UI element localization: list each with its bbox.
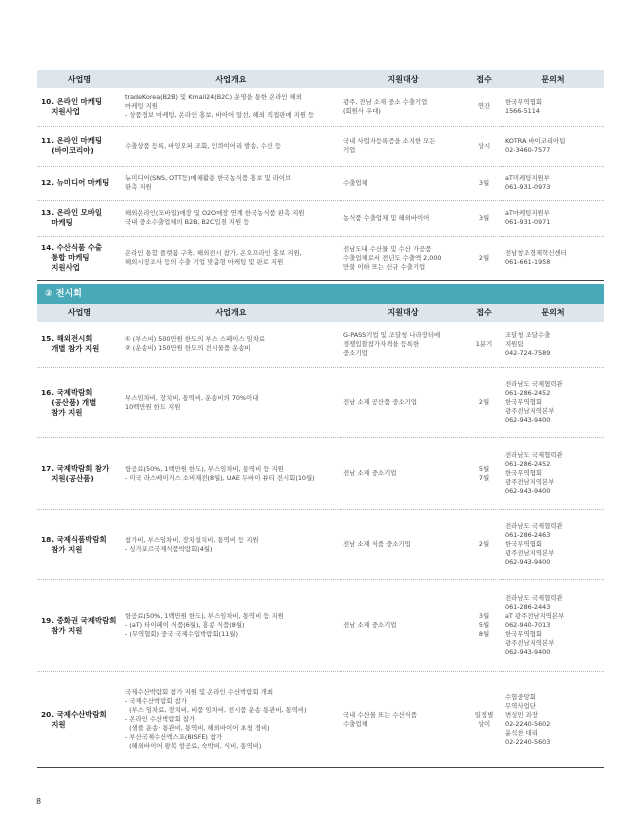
program-target: G-PASS기업 및 조달청 나라장터에 경쟁입찰참가자격을 등록한 중소기업 [343, 330, 441, 357]
program-target: 국내 사업자등록증을 소지한 모든 기업 [343, 137, 436, 154]
program-name: 18. 국제식품박람회 참가 지원 [41, 534, 107, 554]
program-summary: 국제수산박람회 참가 지원 및 온라인 수산박람회 개최 - 국제수산박람회 참가 (부스 임차료, 장치비, 비품 임차비, 전시품 운송 통관비, 통역비) - 온라인 수산박람회 참가 (샘플 운송· 통관비, 통역비, 해외바이어 초청 경비) - 부산국제수산엑스포(BISFE) 참가 (해외바이어 왕복 항공료, 숙박비, 식비, 통역비) [125, 688, 307, 750]
header-summary: 사업개요 [122, 304, 340, 322]
program-contact: 전라남도 국제협력관 061-286-2452 한국무역협회 광주전남지역본부 062-943-9400 [505, 451, 563, 495]
program-contact: 조달청 조달수출 지원팀 042-724-7589 [505, 330, 551, 357]
program-name: 15. 해외전시회 개별 참가 지원 [41, 334, 100, 354]
table-header [37, 70, 604, 88]
program-contact: 수협중앙회 무역사업단 변성민 과장 02-2240-5602 윤석찬 대리 02-2240-5603 [505, 692, 551, 746]
header-program: 사업명 [37, 304, 122, 322]
program-receipt: 2월 [478, 398, 490, 406]
program-contact: 전남창조경제혁신센터 061-661-1958 [505, 249, 567, 266]
program-name: 20. 국제수산박람회 지원 [41, 709, 107, 729]
program-receipt: 상시 [477, 141, 491, 150]
table-row [37, 510, 604, 580]
program-name: 19. 중화권 국제박람회 참가 지원 [41, 615, 117, 635]
program-contact: 전라남도 국제협력관 061-286-2452 한국무역협회 광주전남지역본부 062-943-9400 [505, 380, 563, 424]
program-target: 전남 소재 식품 중소기업 [343, 540, 411, 548]
program-target: 전남도내 수산물 및 수산 가공품 수출업체로서 전년도 수출액 2,000 만불 이하 또는 신규 수출기업 [343, 244, 442, 271]
program-receipt: 5월 7월 [478, 464, 490, 482]
program-contact: 전라남도 국제협력관 061-286-2463 한국무역협회 광주전남지역본부 062-943-9400 [505, 522, 563, 566]
program-receipt: 1분기 [475, 339, 493, 348]
table-row [37, 88, 604, 126]
table-row [37, 166, 604, 200]
program-summary: tradeKorea(B2B) 및 Kmall24(B2C) 운영을 통한 온라인 해외 마케팅 지원 - 상품정보 마케팅, 온라인 홍보, 바이어 알선, 해외 직접판매 지원 등 [125, 93, 315, 120]
program-receipt: 일정별 상이 [474, 710, 494, 728]
table-row [37, 236, 604, 280]
table-row [37, 438, 604, 510]
program-target: 수출업체 [343, 178, 368, 187]
program-receipt: 3월 [478, 213, 490, 222]
program-summary: 해외온라인(모바일)매장 및 O2O매장 연계 한국농식품 판촉 지원 국내 중소수출업체의 B2B, B2C입점 지원 등 [125, 209, 305, 226]
document-page [37, 70, 604, 768]
table-row [37, 322, 604, 368]
program-target: 전남 소재 공산품 중소기업 [343, 398, 418, 406]
program-name: 11. 온라인 마케팅 (바이코리아) [41, 136, 103, 155]
header-summary: 사업개요 [122, 70, 340, 88]
page-number: 8 [36, 797, 42, 806]
table-row [37, 126, 604, 166]
table-row [37, 580, 604, 672]
program-target: 국내 수산물 또는 수산식품 수출업체 [343, 710, 418, 728]
program-target: 광주, 전남 소재 중소 수출기업 (회원사 우대) [343, 97, 428, 115]
program-receipt: 연간 [477, 102, 491, 111]
table-row [37, 368, 604, 438]
program-name: 10. 온라인 마케팅 지원사업 [41, 96, 103, 116]
program-name: 17. 국제박람회 참가 지원(공산품) [41, 463, 110, 483]
program-summary: 온라인 통합 플랫폼 구축, 해외전시 참가, 온오프라인 홍보 지원, 해외시장조사 등의 수출 기업 맞춤형 마케팅 및 판로 지원 [125, 249, 302, 266]
program-summary: 수출상품 등록, 바잉오퍼 조회, 인콰이어리 발송, 수신 등 [125, 141, 282, 150]
program-contact: aT마케팅지원부 061-931-0971 [505, 209, 551, 226]
program-name: 16. 국제박람회 (공산품) 개별 참가 지원 [41, 387, 97, 417]
program-summary: 항공료(50%, 1백만원 한도), 부스임차비, 통역비 등 지원 - 미국 라스베이거스 소비재전(8월), UAE 두바이 뷰티 전시회(10월) [125, 464, 315, 482]
support-table-1 [37, 70, 604, 281]
table-row [37, 672, 604, 768]
program-receipt: 3월 [478, 178, 490, 187]
program-receipt: 2월 [478, 540, 490, 548]
header-target: 지원대상 [340, 304, 466, 322]
program-contact: 전라남도 국제협력관 061-286-2443 aT 광주전남지역본부 062-940-7013 한국무역협회 광주전남지역본부 062-943-9400 [505, 594, 565, 656]
program-target: 농식품 수출업체 및 해외바이어 [343, 213, 430, 222]
program-name: 13. 온라인 모바일 마케팅 [41, 208, 103, 227]
program-target: 전남 소재 중소기업 [343, 469, 397, 477]
program-summary: 참가비, 부스임차비, 장치설치비, 통역비 등 지원 - 싱가포르국제식품박람회(4월) [125, 535, 259, 553]
program-summary: 항공료(50%, 1백만원 한도), 부스임차비, 통역비 등 지원 - (aT) 타이페이 식품(6월), 홍콩 식품(8월) - (무역협회) 중국 국제수입박람회(11월) [125, 612, 284, 638]
table-row [37, 200, 604, 236]
program-receipt: 2월 [478, 253, 490, 262]
program-name: 12. 뉴미디어 마케팅 [41, 178, 110, 187]
program-contact: aT미케팅지원부 061-931-0973 [505, 174, 551, 191]
program-summary: 부스임차비, 장치비, 통역비, 운송비의 70%이내 10백만원 한도 지원 [125, 393, 259, 411]
program-summary: ① (부스비) 500만원 한도의 부스 스페이스 임차료 ② (운송비) 150만원 한도의 전시물품 운송비 [125, 335, 266, 353]
program-receipt: 3월 5월 8월 [478, 612, 490, 638]
program-contact: KOTRA 바이코리아팀 02-3460-7577 [505, 137, 566, 154]
section-header-exhibition: ② 전시회 [37, 284, 604, 304]
header-program: 사업명 [37, 70, 122, 88]
support-table-2 [37, 304, 604, 769]
header-contact: 문의처 [502, 70, 604, 88]
header-receipt: 접수 [466, 304, 502, 322]
program-contact: 한국무역협회 1566-5114 [505, 97, 543, 115]
header-receipt: 접수 [466, 70, 502, 88]
program-summary: 뉴미디어(SNS, OTT등)매체활용 한국농식품 홍보 및 라이브 판촉 지원 [125, 174, 292, 191]
program-name: 14. 수산식품 수출 통합 마케팅 지원사업 [41, 243, 103, 272]
header-target: 지원대상 [340, 70, 466, 88]
program-target: 전남 소재 중소기업 [343, 621, 397, 629]
table-header [37, 304, 604, 322]
header-contact: 문의처 [502, 304, 604, 322]
